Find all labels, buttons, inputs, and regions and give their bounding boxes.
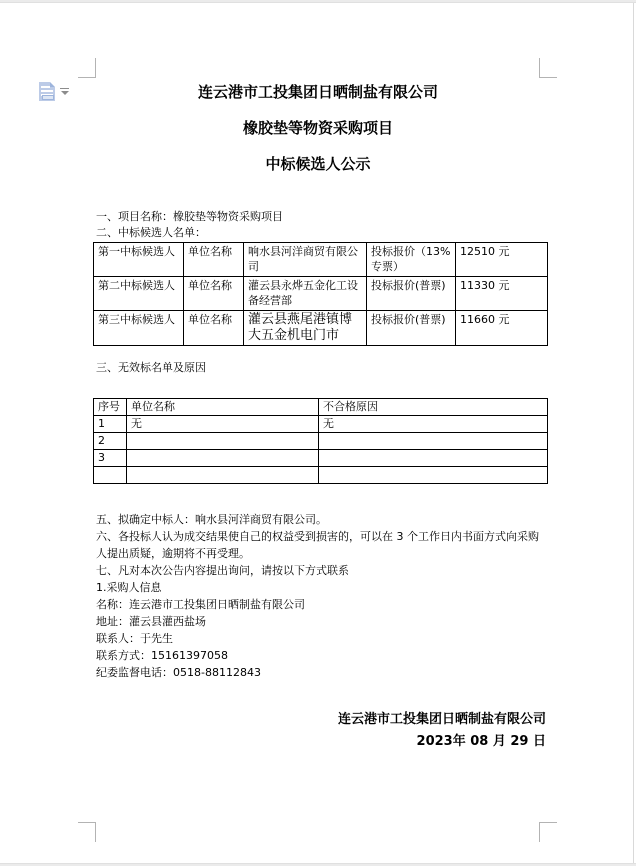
margin-crop-mark-top-left xyxy=(78,58,96,78)
row-index: 2 xyxy=(94,433,127,450)
margin-crop-mark-bottom-right xyxy=(539,822,557,842)
bid-price-value: 11330 元 xyxy=(456,277,548,311)
section-2-candidate-list: 二、中标候选人名单： xyxy=(96,226,206,239)
purchaser-name: 名称：连云港市工投集团日晒制盐有限公司 xyxy=(96,598,305,611)
unit-name-label: 单位名称 xyxy=(184,311,244,346)
document-title-company: 连云港市工投集团日晒制盐有限公司 xyxy=(197,83,438,101)
document-title-announcement: 中标候选人公示 xyxy=(265,155,371,173)
signature-date: 2023年 08 月 29 日 xyxy=(416,734,546,749)
window-top-edge xyxy=(0,0,636,3)
bid-price-label: 投标报价(普票) xyxy=(367,277,456,311)
document-title-project: 橡胶垫等物资采购项目 xyxy=(242,119,393,137)
bid-price-label: 投标报价（13%专票） xyxy=(367,243,456,277)
contact-phone: 联系方式：15161397058 xyxy=(96,649,228,662)
purchaser-address: 地址：灌云县灌西盐场 xyxy=(96,615,206,628)
table-row xyxy=(94,243,548,277)
unit-name-label: 单位名称 xyxy=(184,243,244,277)
row-index: 1 xyxy=(94,416,127,433)
bid-price-label: 投标报价(普票) xyxy=(367,311,456,346)
reject-reason xyxy=(319,467,548,484)
candidate-company: 灌云县燕尾港镇博大五金机电门市 xyxy=(244,311,367,346)
table-row xyxy=(94,277,548,311)
candidates-table xyxy=(93,242,548,346)
reject-reason: 无 xyxy=(319,416,548,433)
candidate-company: 响水县河洋商贸有限公司 xyxy=(244,243,367,277)
table-row xyxy=(94,467,548,484)
section-7-contact-intro: 七、凡对本次公告内容提出询问，请按以下方式联系 xyxy=(96,564,349,577)
col-header-reason: 不合格原因 xyxy=(319,399,548,416)
purchaser-info-heading: 1.采购人信息 xyxy=(96,581,162,594)
unit-name xyxy=(127,433,319,450)
section-5-winner: 五、拟确定中标人：响水县河洋商贸有限公司。 xyxy=(96,513,327,526)
section-6-objection-line2: 人提出质疑，逾期将不再受理。 xyxy=(96,547,250,560)
invalid-bids-table xyxy=(93,398,548,484)
unit-name xyxy=(127,467,319,484)
col-header-index: 序号 xyxy=(94,399,127,416)
table-row xyxy=(94,450,548,467)
candidate-company: 灌云县永烨五金化工设备经营部 xyxy=(244,277,367,311)
unit-name-label: 单位名称 xyxy=(184,277,244,311)
candidate-rank: 第三中标候选人 xyxy=(94,311,184,346)
contact-person: 联系人：于先生 xyxy=(96,632,173,645)
section-6-objection-line1: 六、各投标人认为成交结果使自己的权益受到损害的，可以在 3 个工作日内书面方式向采购 xyxy=(96,530,539,543)
reject-reason xyxy=(319,433,548,450)
bid-price-value: 11660 元 xyxy=(456,311,548,346)
bid-price-value: 12510 元 xyxy=(456,243,548,277)
signature-company: 连云港市工投集团日晒制盐有限公司 xyxy=(337,712,546,727)
row-index: 3 xyxy=(94,450,127,467)
candidate-rank: 第二中标候选人 xyxy=(94,277,184,311)
margin-crop-mark-top-right xyxy=(539,58,557,78)
unit-name: 无 xyxy=(127,416,319,433)
section-3-invalid-bids: 三、无效标名单及原因 xyxy=(96,361,206,374)
unit-name xyxy=(127,450,319,467)
table-header-row xyxy=(94,399,548,416)
candidate-rank: 第一中标候选人 xyxy=(94,243,184,277)
table-row xyxy=(94,416,548,433)
col-header-unit: 单位名称 xyxy=(127,399,319,416)
reject-reason xyxy=(319,450,548,467)
table-row xyxy=(94,433,548,450)
supervision-phone: 纪委监督电话：0518-88112843 xyxy=(96,666,261,679)
row-index xyxy=(94,467,127,484)
table-row xyxy=(94,311,548,346)
section-1-project-name: 一、项目名称：橡胶垫等物资采购项目 xyxy=(96,210,283,223)
margin-crop-mark-bottom-left xyxy=(78,822,96,842)
body-paragraphs xyxy=(96,513,556,683)
